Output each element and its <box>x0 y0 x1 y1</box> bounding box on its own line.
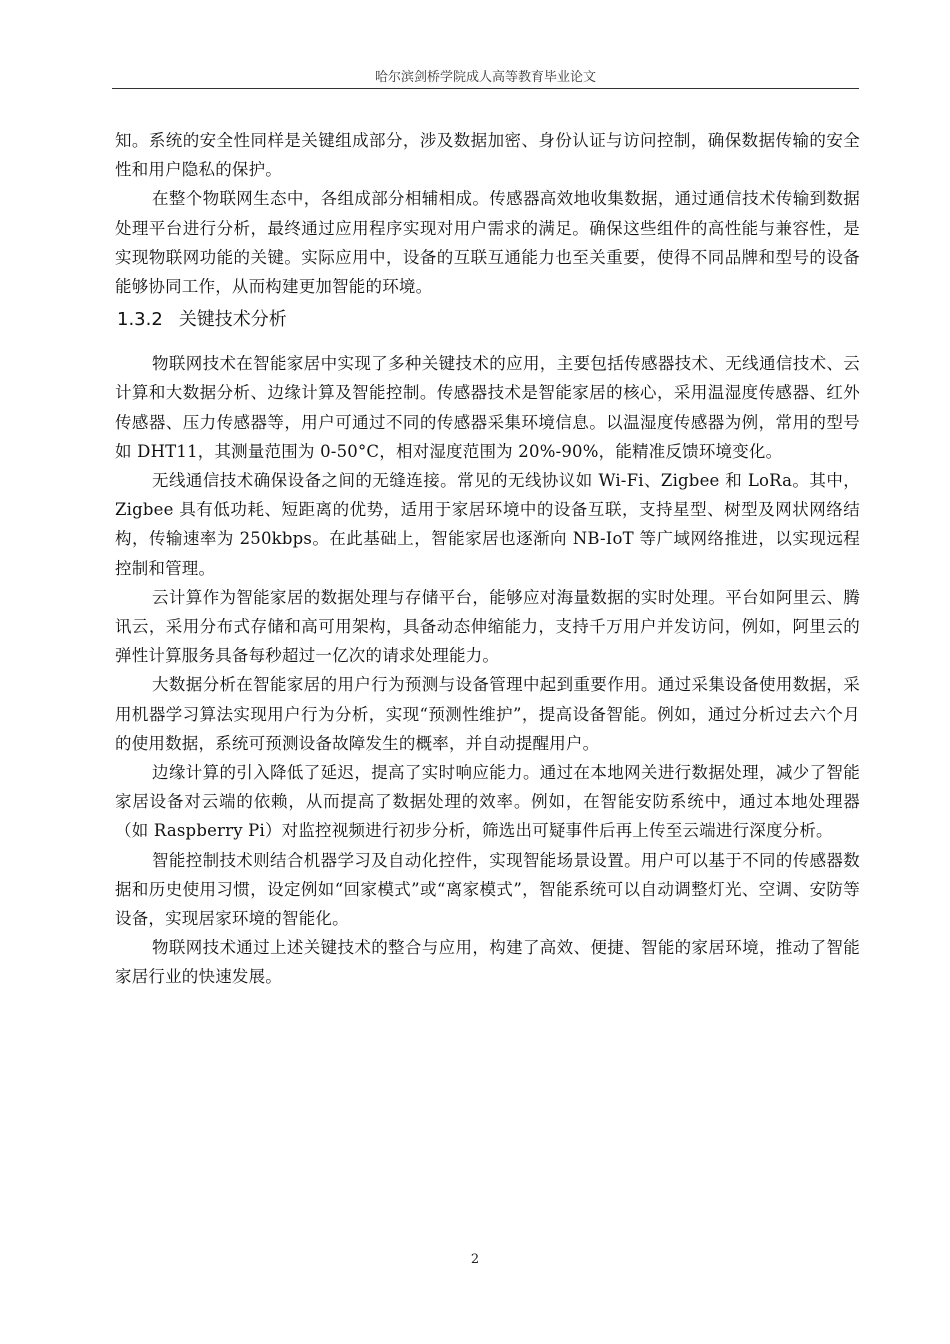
section-number: 1.3.2 <box>117 309 163 331</box>
header-divider <box>112 88 859 89</box>
paragraph: 无线通信技术确保设备之间的无缝连接。常见的无线协议如 Wi-Fi、Zigbee 和 LoRa。其中，Zigbee 具有低功耗、短距离的优势，适用于家居环境中的设备互联，支持星型、树型及网状网络结构，传输速率为 250kbps。在此基础上，智能家居也逐渐向 NB-IoT 等广域网络推进，以实现远程控制和管理。 <box>115 471 860 578</box>
paragraph: 边缘计算的引入降低了延迟，提高了实时响应能力。通过在本地网关进行数据处理，减少了智能家居设备对云端的依赖，从而提高了数据处理的效率。例如，在智能安防系统中，通过本地处理器（如 Raspberry Pi）对监控视频进行初步分析，筛选出可疑事件后再上传至云端进行深度分析。 <box>115 763 860 841</box>
section-title: 关键技术分析 <box>178 309 287 331</box>
paragraph-continued: 知。系统的安全性同样是关键组成部分，涉及数据加密、身份认证与访问控制，确保数据传输的安全性和用户隐私的保护。 <box>115 131 860 180</box>
page-header: 哈尔滨剑桥学院成人高等教育毕业论文 <box>374 70 596 85</box>
paragraph: 在整个物联网生态中，各组成部分相辅相成。传感器高效地收集数据，通过通信技术传输到数据处理平台进行分析，最终通过应用程序实现对用户需求的满足。确保这些组件的高性能与兼容性，是实现物联网功能的关键。实际应用中，设备的互联互通能力也至关重要，使得不同品牌和型号的设备能够协同工作，从而构建更加智能的环境。 <box>115 189 860 297</box>
paragraph: 云计算作为智能家居的数据处理与存储平台，能够应对海量数据的实时处理。平台如阿里云、腾讯云，采用分布式存储和高可用架构，具备动态伸缩能力，支持千万用户并发访问，例如，阿里云的弹性计算服务具备每秒超过一亿次的请求处理能力。 <box>115 587 860 666</box>
section-heading <box>117 305 860 335</box>
paragraph: 智能控制技术则结合机器学习及自动化控件，实现智能场景设置。用户可以基于不同的传感器数据和历史使用习惯，设定例如“回家模式”或“离家模式”，智能系统可以自动调整灯光、空调、安防等设备，实现居家环境的智能化。 <box>115 850 860 929</box>
page-body <box>115 126 860 992</box>
page-number: 2 <box>470 1252 480 1267</box>
paragraph: 物联网技术在智能家居中实现了多种关键技术的应用，主要包括传感器技术、无线通信技术、云计算和大数据分析、边缘计算及智能控制。传感器技术是智能家居的核心，采用温湿度传感器、红外传感器、压力传感器等，用户可通过不同的传感器采集环境信息。以温湿度传感器为例，常用的型号如 DHT11，其测量范围为 0-50°C，相对湿度范围为 20%-90%，能精准反馈环境变化。 <box>115 354 860 461</box>
paragraph: 物联网技术通过上述关键技术的整合与应用，构建了高效、便捷、智能的家居环境，推动了智能家居行业的快速发展。 <box>115 938 860 987</box>
paragraph: 大数据分析在智能家居的用户行为预测与设备管理中起到重要作用。通过采集设备使用数据，采用机器学习算法实现用户行为分析，实现“预测性维护”，提高设备智能。例如，通过分析过去六个月的使用数据，系统可预测设备故障发生的概率，并自动提醒用户。 <box>115 675 860 753</box>
